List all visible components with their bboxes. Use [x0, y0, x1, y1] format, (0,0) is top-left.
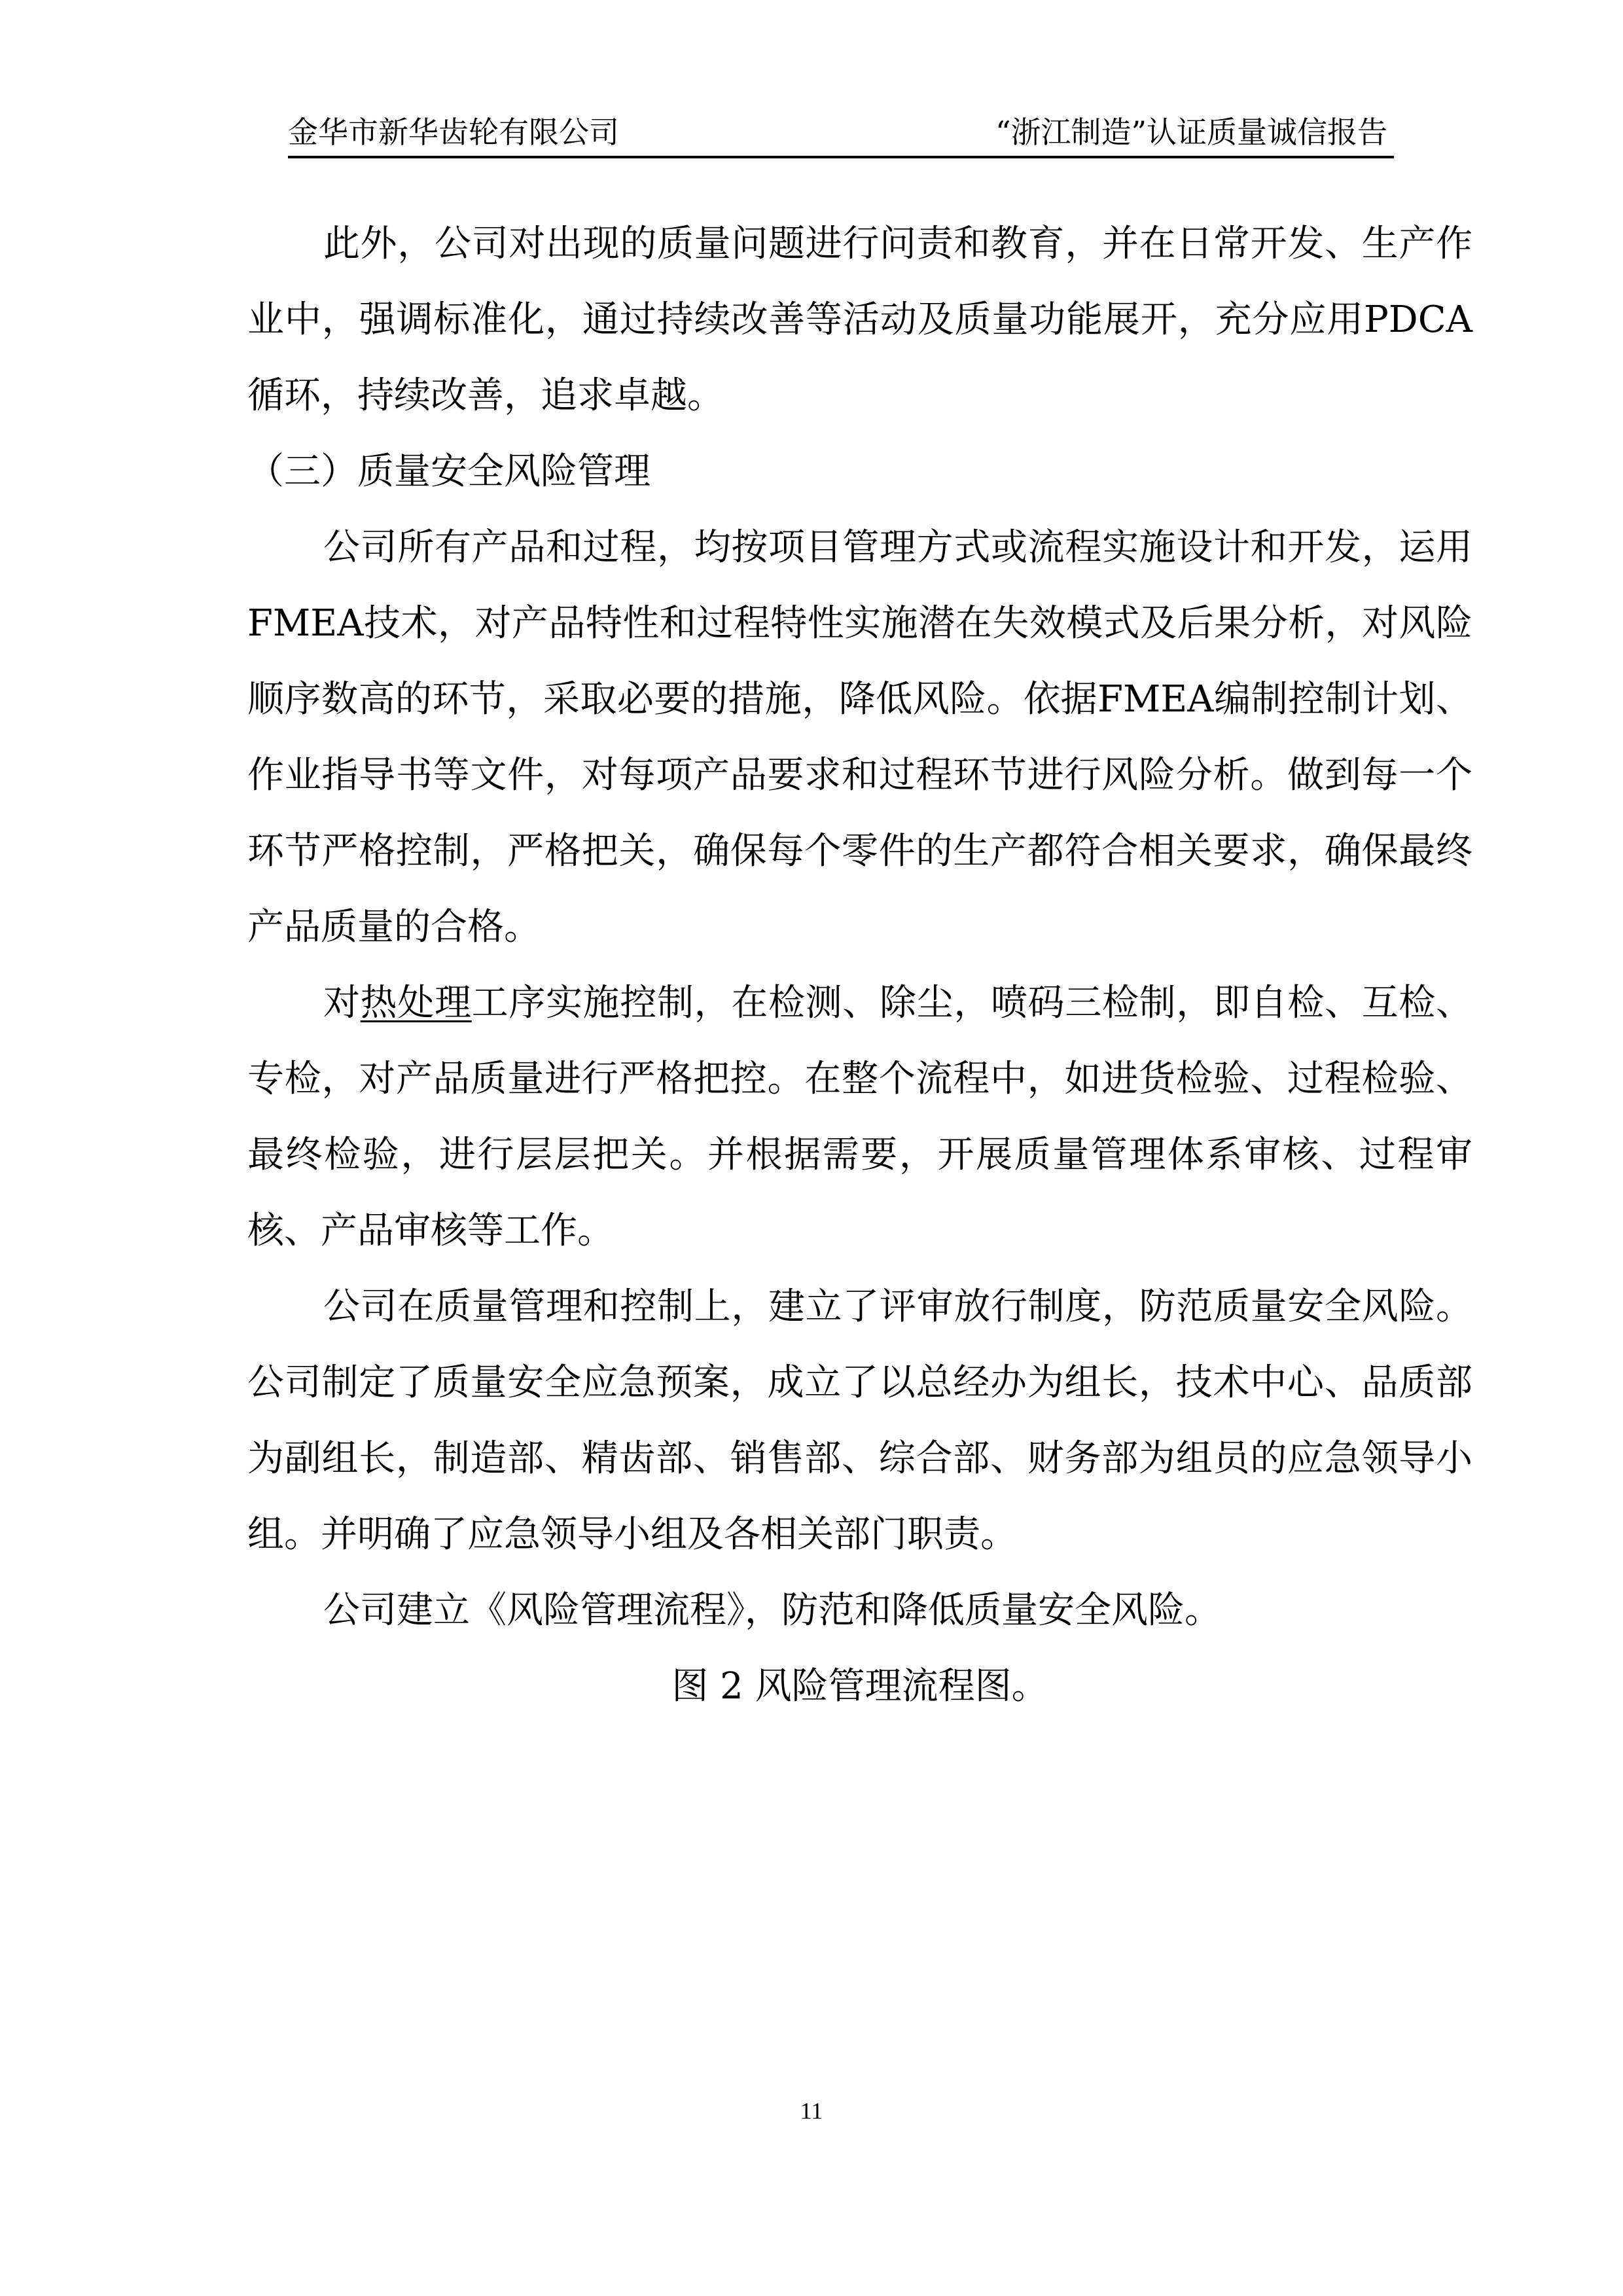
heat-treatment-term: 热处理 [360, 982, 472, 1024]
header-company-name: 金华市新华齿轮有限公司 [288, 115, 619, 150]
document-body [247, 206, 1472, 1725]
paragraph-heat-treatment-rest: 工序实施控制，在检测、除尘，喷码三检制，即自检、互检、专检，对产品质量进行严格把控。在整个流程中，如进货检验、过程检验、最终检验，进行层层把关。并根据需要，开展质量管理体系审核、过程审核、产品审核等工作。 [247, 982, 1473, 1252]
paragraph-heat-treatment [247, 965, 1472, 1269]
paragraph-heat-treatment-lead: 对 [323, 982, 361, 1024]
paragraph-emergency-plan: 公司在质量管理和控制上，建立了评审放行制度，防范质量安全风险。公司制定了质量安全应急预案，成立了以总经办为组长，技术中心、品质部为副组长，制造部、精齿部、销售部、综合部、财务部为组员的应急领导小组。并明确了应急领导小组及各相关部门职责。 [247, 1285, 1472, 1556]
page-number: 11 [800, 2098, 823, 2124]
header-divider [288, 156, 1394, 158]
paragraph-fmea: 公司所有产品和过程，均按项目管理方式或流程实施设计和开发，运用FMEA技术，对产品特性和过程特性实施潜在失效模式及后果分析，对风险顺序数高的环节，采取必要的措施，降低风险。依据FMEA编制控制计划、作业指导书等文件，对每项产品要求和过程环节进行风险分析。做到每一个环节严格控制，严格把关，确保每个零件的生产都符合相关要求，确保最终产品质量的合格。 [247, 526, 1472, 948]
paragraph-risk-process: 公司建立《风险管理流程》，防范和降低质量安全风险。 [323, 1589, 1221, 1632]
section-heading-risk-management: （三）质量安全风险管理 [247, 450, 651, 493]
figure-caption: 图 2 风险管理流程图。 [671, 1665, 1048, 1708]
header-report-title: “浙江制造”认证质量诚信报告 [995, 115, 1387, 150]
paragraph-improvement: 此外，公司对出现的质量问题进行问责和教育，并在日常开发、生产作业中，强调标准化，通过持续改善等活动及质量功能展开，充分应用PDCA循环，持续改善，追求卓越。 [247, 223, 1472, 417]
page-header [288, 113, 1387, 152]
